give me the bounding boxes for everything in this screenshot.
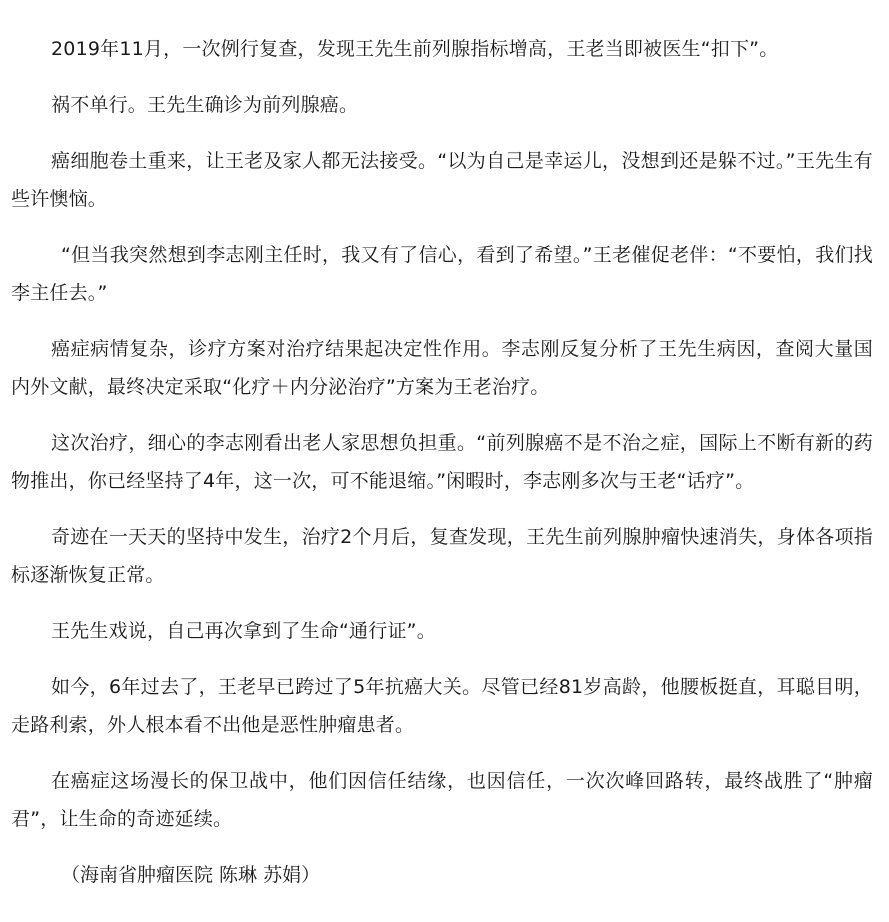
paragraph-miracle: 奇迹在一天天的坚持中发生，治疗2个月后，复查发现，王先生前列腺肿瘤快速消失，身体各项指标逐渐恢复正常。 (11, 526, 873, 586)
paragraph-pass: 王先生戏说，自己再次拿到了生命“通行证”。 (51, 620, 436, 642)
paragraph-today: 如今，6年过去了，王老早已跨过了5年抗癌大关。尽管已经81岁高龄，他腰板挺直，耳聪目明，走路利索，外人根本看不出他是恶性肿瘤患者。 (11, 676, 873, 736)
paragraph-treatment-plan: 癌症病情复杂，诊疗方案对治疗结果起决定性作用。李志刚反复分析了王先生病因，查阅大量国内外文献，最终决定采取“化疗＋内分泌治疗”方案为王老治疗。 (11, 338, 873, 398)
paragraph-conclusion: 在癌症这场漫长的保卫战中，他们因信任结缘，也因信任，一次次峰回路转，最终战胜了“肿瘤君”，让生命的奇迹延续。 (11, 770, 873, 830)
article-credit: （海南省肿瘤医院 陈琳 苏娟） (61, 864, 321, 886)
paragraph-diagnosis: 祸不单行。王先生确诊为前列腺癌。 (51, 94, 359, 116)
article-body (11, 30, 873, 894)
paragraph-recheck: 2019年11月，一次例行复查，发现王先生前列腺指标增高，王老当即被医生“扣下”。 (51, 38, 779, 60)
paragraph-encouragement: 这次治疗，细心的李志刚看出老人家思想负担重。“前列腺癌不是不治之症，国际上不断有新的药物推出，你已经坚持了4年，这一次，可不能退缩。”闲暇时，李志刚多次与王老“话疗”。 (11, 432, 873, 492)
paragraph-hope: “但当我突然想到李志刚主任时，我又有了信心，看到了希望。”王老催促老伴：“不要怕，我们找李主任去。” (11, 244, 873, 304)
paragraph-recurrence: 癌细胞卷土重来，让王老及家人都无法接受。“以为自己是幸运儿，没想到还是躲不过。”王先生有些许懊恼。 (11, 150, 873, 210)
